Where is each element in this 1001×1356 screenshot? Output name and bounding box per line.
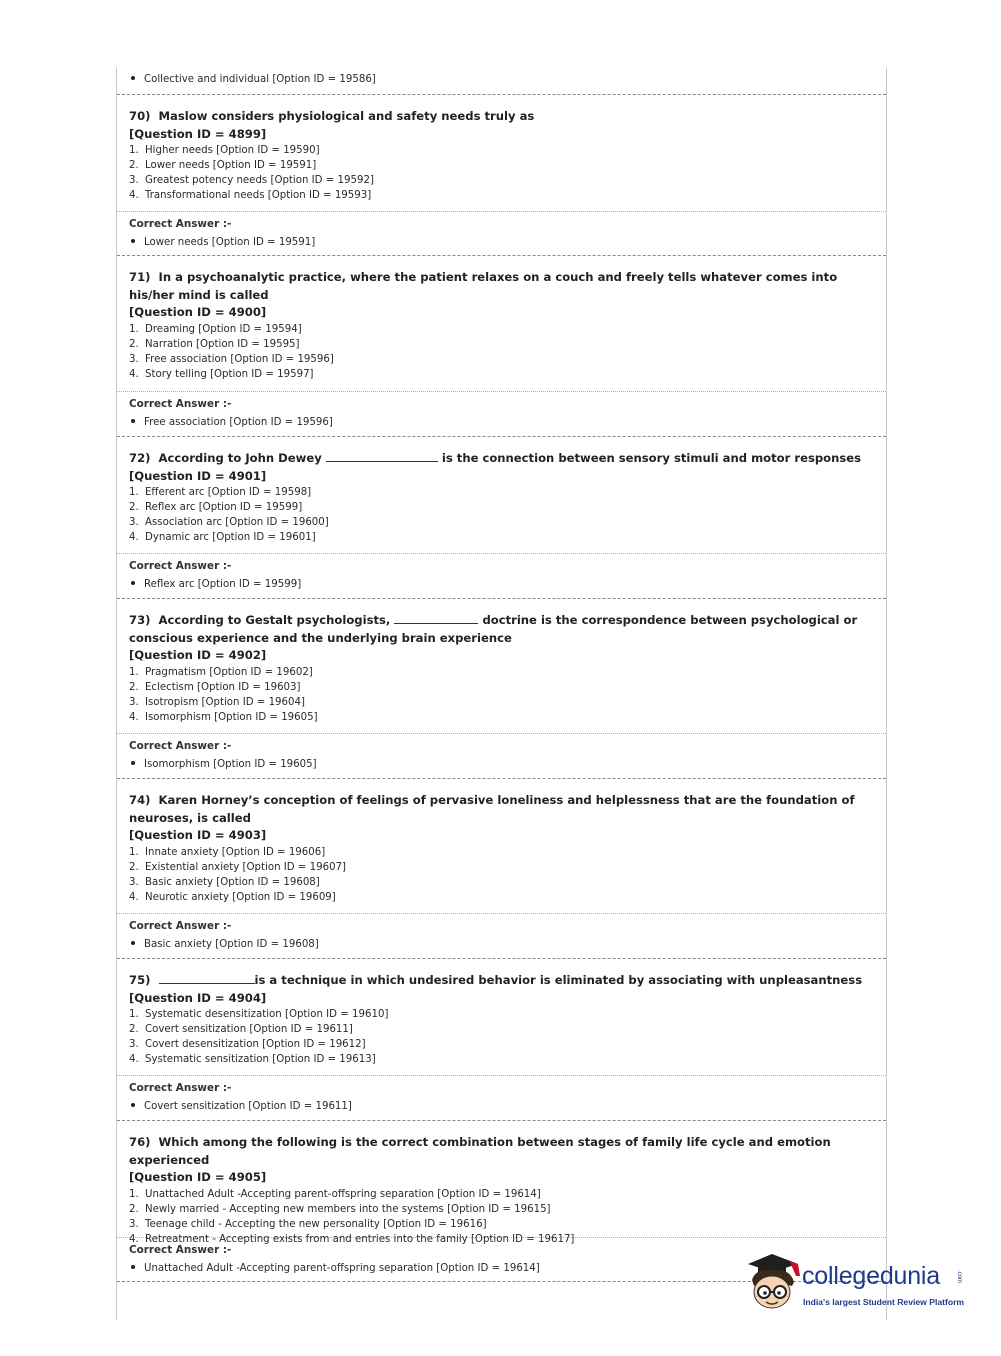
option-item: 1. Systematic desensitization [Option ID = 19610]	[129, 1009, 389, 1020]
option-item: 3. Isotropism [Option ID = 19604]	[129, 696, 305, 708]
question-block-70	[117, 95, 886, 256]
option-item: 4. Retreatment - Accepting exists from and entries into the family [Option ID = 19617]	[129, 1233, 575, 1245]
question-block-75	[117, 959, 886, 1121]
question-text: 72) According to John Dewey is the connection between sensory stimuli and motor responses	[129, 451, 862, 465]
correct-answer-label: Correct Answer :-	[129, 560, 232, 572]
fill-in-blank	[394, 623, 478, 624]
correct-answer-label: Correct Answer :-	[129, 920, 232, 932]
question-block-73	[117, 599, 886, 779]
logo-wordmark: collegedunia	[802, 1262, 940, 1290]
question-id: [Question ID = 4900]	[129, 305, 267, 319]
question-text: 71) In a psychoanalytic practice, where the patient relaxes on a couch and freely tells whatever comes into his/her mind is called	[129, 270, 838, 302]
correct-answer-label: Correct Answer :-	[129, 218, 232, 230]
correct-answer-label: Correct Answer :-	[129, 740, 232, 752]
correct-answer-item: Basic anxiety [Option ID = 19608]	[129, 937, 874, 952]
option-item: 3. Association arc [Option ID = 19600]	[129, 517, 329, 528]
options-list	[129, 322, 874, 382]
question-block-74	[117, 779, 886, 959]
option-item: 4. Dynamic arc [Option ID = 19601]	[129, 532, 316, 543]
question-id: [Question ID = 4904]	[129, 990, 267, 1005]
options-list	[129, 143, 874, 203]
options-list	[129, 485, 874, 545]
option-item: 4. Story telling [Option ID = 19597]	[129, 368, 314, 380]
option-item: 2. Newly married - Accepting new members into the systems [Option ID = 19615]	[129, 1203, 551, 1215]
logo-suffix: .com	[956, 1270, 962, 1284]
option-item: 3. Covert desensitization [Option ID = 19612]	[129, 1039, 366, 1050]
options-list	[129, 845, 874, 905]
question-text: 76) Which among the following is the correct combination between stages of family life cycle and emotion experienced	[129, 1135, 831, 1167]
option-item: 3. Teenage child - Accepting the new personality [Option ID = 19616]	[129, 1218, 487, 1230]
correct-answer-label: Correct Answer :-	[129, 1082, 232, 1094]
correct-answer-label: Correct Answer :-	[129, 1244, 232, 1256]
question-block-71	[117, 256, 886, 437]
question-id: [Question ID = 4902]	[129, 648, 267, 662]
option-item: 1. Unattached Adult -Accepting parent-offspring separation [Option ID = 19614]	[129, 1188, 541, 1200]
fill-in-blank	[326, 461, 438, 462]
option-item: 3. Greatest potency needs [Option ID = 19592]	[129, 175, 374, 186]
question-text: 74) Karen Horney’s conception of feelings of pervasive loneliness and helplessness that are the foundation of neuroses, is called	[129, 793, 855, 825]
correct-answer-label: Correct Answer :-	[129, 398, 232, 410]
logo-tagline: India's largest Student Review Platform	[803, 1297, 965, 1307]
question-id: [Question ID = 4899]	[129, 126, 267, 141]
correct-answer-item: Reflex arc [Option ID = 19599]	[129, 577, 874, 592]
option-item: 4. Isomorphism [Option ID = 19605]	[129, 711, 318, 723]
option-item: 1. Innate anxiety [Option ID = 19606]	[129, 846, 326, 858]
option-item: 1. Efferent arc [Option ID = 19598]	[129, 487, 312, 498]
options-list	[129, 665, 874, 725]
question-id: [Question ID = 4901]	[129, 468, 267, 483]
option-item: 1. Pragmatism [Option ID = 19602]	[129, 666, 313, 678]
correct-answer-item: Free association [Option ID = 19596]	[129, 415, 874, 430]
option-item: 3. Free association [Option ID = 19596]	[129, 353, 334, 365]
option-item: 4. Transformational needs [Option ID = 19593]	[129, 190, 372, 201]
option-item: 2. Reflex arc [Option ID = 19599]	[129, 502, 303, 513]
option-item: 1. Dreaming [Option ID = 19594]	[129, 323, 302, 335]
correct-answer-item: Lower needs [Option ID = 19591]	[129, 235, 874, 250]
question-text: 70) Maslow considers physiological and safety needs truly as	[129, 109, 535, 123]
correct-answer-item: Isomorphism [Option ID = 19605]	[129, 757, 874, 772]
question-text: 75) is a technique in which undesired behavior is eliminated by associating with unpleasantness	[129, 973, 863, 987]
option-item: 2. Eclectism [Option ID = 19603]	[129, 681, 301, 693]
answer-remnant	[117, 68, 886, 95]
option-item: 3. Basic anxiety [Option ID = 19608]	[129, 876, 320, 888]
options-list	[129, 1007, 874, 1067]
document-page	[116, 68, 887, 1320]
option-item: 2. Lower needs [Option ID = 19591]	[129, 160, 317, 171]
option-item: 2. Existential anxiety [Option ID = 19607]	[129, 861, 347, 873]
option-item: 2. Narration [Option ID = 19595]	[129, 338, 300, 350]
option-item: 2. Covert sensitization [Option ID = 19611]	[129, 1024, 353, 1035]
question-id: [Question ID = 4905]	[129, 1170, 267, 1184]
question-text: 73) According to Gestalt psychologists, doctrine is the correspondence between psychological or conscious experience and the underlying brain experience	[129, 613, 858, 645]
option-item: 1. Higher needs [Option ID = 19590]	[129, 145, 320, 156]
option-item: 4. Neurotic anxiety [Option ID = 19609]	[129, 891, 336, 903]
correct-answer-item: Covert sensitization [Option ID = 19611]	[129, 1099, 874, 1114]
collegedunia-logo[interactable]	[742, 1248, 972, 1320]
correct-answer-item: Unattached Adult -Accepting parent-offspring separation [Option ID = 19614]	[129, 1261, 874, 1276]
question-block-72	[117, 437, 886, 599]
fill-in-blank	[159, 983, 255, 984]
correct-answer-item: Collective and individual [Option ID = 19586]	[129, 72, 874, 87]
option-item: 4. Systematic sensitization [Option ID = 19613]	[129, 1054, 376, 1065]
question-id: [Question ID = 4903]	[129, 828, 267, 842]
mascot-icon	[742, 1250, 804, 1316]
